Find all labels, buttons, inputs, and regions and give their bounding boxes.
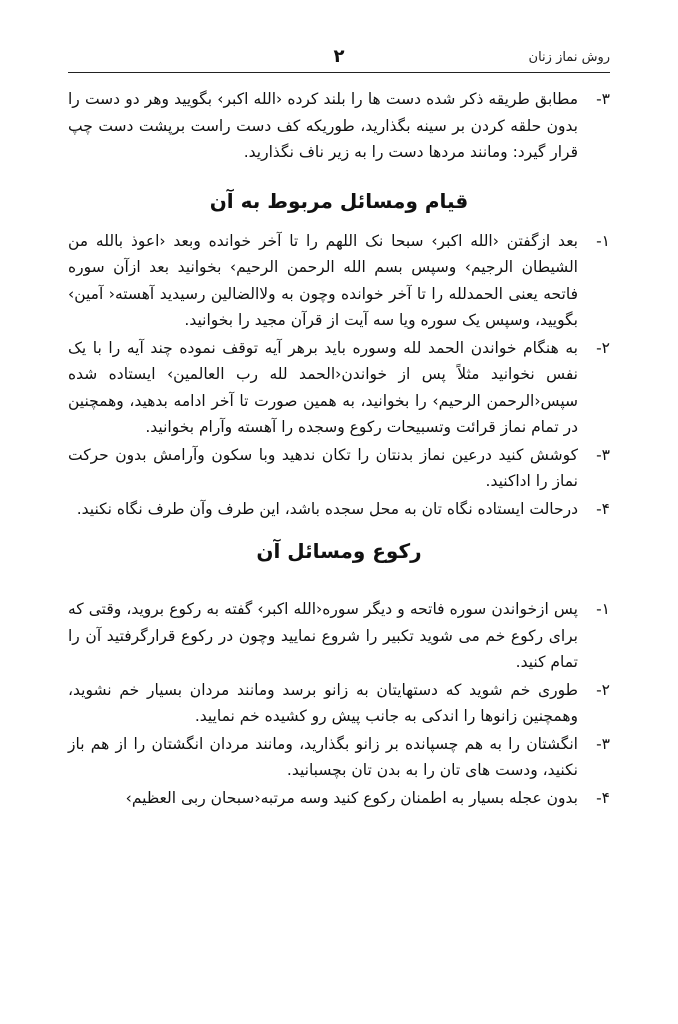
item-number: ۴- xyxy=(596,788,610,807)
page-number: ۲ xyxy=(333,46,345,67)
page-header xyxy=(68,48,610,73)
item-text: مطابق طریقه ذکر شده دست ها را بلند کرده ‹الله اکبر› بگویید وهر دو دست را بدون حلقه کردن بر سینه بگذارید، طوریکه کف دست راست برپشت دست چپ قرار گیرد: ومانند مردها دست را به زیر ناف نگذارید. xyxy=(68,90,578,161)
item-text: به هنگام خواندن الحمد لله وسوره باید برهر آیه توقف نموده چند آیه را با یک نفس نخوانید مثلاً پس از خواندن‹الحمد لله رب العالمین› ایستاده شده سپس‹الرحمن الرحیم› را بخوانید، به همین صورت تا آخر ادامه بدهید، وهمچنین در تمام نماز قرائت وتسبیحات رکوع وسجده را آهسته وآرام بخوانید. xyxy=(68,338,578,436)
item-number: ۲- xyxy=(596,338,610,357)
list-item xyxy=(68,335,610,441)
section-heading: قیام ومسائل مربوط به آن xyxy=(209,188,469,213)
item-number: ۱- xyxy=(596,231,610,250)
list-item xyxy=(68,677,610,730)
item-text: انگشتان را به هم چسپانده بر زانو بگذارید، ومانند مردان انگشتان را از هم باز نکنید، ودست های تان را به بدن تان بچسبانید. xyxy=(68,734,578,779)
book-page xyxy=(68,0,610,1024)
item-text: طوری خم شوید که دستهایتان به زانو برسد ومانند مردان بسیار خم نشوید، وهمچنین زانوها را اندکی به جانب پیش رو کشیده خم نمایید. xyxy=(68,680,578,725)
item-number: ۳- xyxy=(596,445,610,464)
list-item xyxy=(68,86,610,166)
item-number: ۱- xyxy=(596,600,610,618)
item-text: کوشش کنید درعین نماز بدنتان را تکان ندهید وبا سکون وآرامش بدون حرکت نماز را اداکنید. xyxy=(68,445,578,490)
list-item xyxy=(68,496,610,523)
item-number: ۳- xyxy=(596,90,610,108)
item-text: بعد ازگفتن ‹الله اکبر› سبحا نک اللهم را تا آخر خوانده وبعد ‹اعوذ بالله من الشیطان الرجیم› وسپس بسم الله الرحمن الرحیم› بخوانید بعد ازآن سوره فاتحه یعنی الحمدلله را تا آخر خوانده وچون به ولاالضالین رسیدید آهسته‹ آمین› بگویید، وسپس یک سوره ویا سه آیت از قرآن مجید را بخوانید. xyxy=(68,231,578,329)
list-item xyxy=(68,442,610,495)
list-item xyxy=(68,785,610,812)
item-number: ۲- xyxy=(596,680,610,699)
item-text: پس ازخواندن سوره فاتحه و دیگر سوره‹الله اکبر› گفته به رکوع بروید، وقتی که برای رکوع خم می شوید تکبیر را شروع نمایید وچون در رکوع قرارگرفتید آن را تمام کنید. xyxy=(68,600,578,671)
list-item xyxy=(68,228,610,334)
item-text: درحالت ایستاده نگاه تان به محل سجده باشد، این طرف وآن طرف نگاه نکنید. xyxy=(76,499,578,518)
list-item xyxy=(68,731,610,784)
list-item xyxy=(68,596,610,676)
item-number: ۴- xyxy=(596,499,610,518)
running-title: روش نماز زنان xyxy=(528,50,610,65)
item-text: بدون عجله بسیار به اطمنان رکوع کنید وسه مرتبه‹سبحان ربی العظیم› xyxy=(125,788,578,807)
item-number: ۳- xyxy=(596,734,610,753)
section-heading: رکوع ومسائل آن xyxy=(256,539,422,563)
page-content xyxy=(68,86,610,811)
